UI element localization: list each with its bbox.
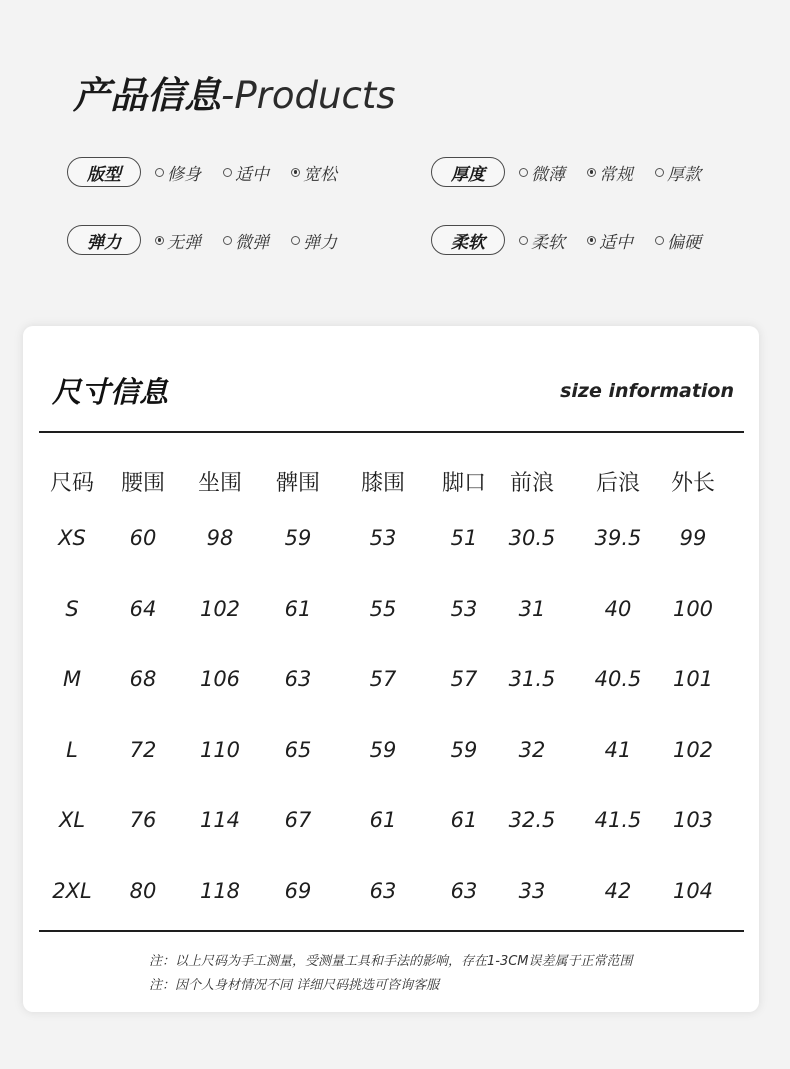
table-bottom-rule [39, 930, 744, 932]
radio-selected-icon [587, 168, 596, 177]
table-cell: 63 [284, 667, 312, 691]
table-cell: 31 [518, 597, 546, 621]
radio-empty-icon [155, 168, 164, 177]
table-cell: 61 [369, 808, 397, 832]
table-cell: 42 [604, 879, 632, 903]
table-cell: 61 [284, 597, 312, 621]
option-label: 适中 [599, 232, 633, 253]
attribute-option [587, 228, 633, 253]
title-chinese: 产品信息 [73, 74, 221, 117]
size-info-subtitle: size information [560, 380, 734, 402]
option-label: 厚款 [667, 164, 701, 185]
table-cell: 55 [369, 597, 397, 621]
table-cell: 63 [450, 879, 478, 903]
title-english: Products [234, 74, 396, 117]
attr-softness [431, 224, 723, 256]
radio-empty-icon [655, 168, 664, 177]
size-label: 2XL [52, 879, 92, 903]
attribute-option [519, 160, 565, 185]
attr-thickness [431, 156, 723, 188]
attr-fit [67, 156, 359, 188]
option-label: 微薄 [531, 164, 565, 185]
table-cell: 76 [129, 808, 157, 832]
size-label: M [62, 667, 82, 691]
attribute-label: 弹力 [67, 225, 141, 255]
table-cell: 60 [129, 526, 157, 550]
option-label: 常规 [599, 164, 633, 185]
option-label: 微弹 [235, 232, 269, 253]
option-label: 弹力 [303, 232, 337, 253]
table-cell: 63 [369, 879, 397, 903]
size-info-card [23, 326, 759, 1012]
radio-empty-icon [291, 236, 300, 245]
attribute-option [291, 228, 337, 253]
table-cell: 40.5 [594, 667, 642, 691]
attribute-option [291, 160, 337, 185]
size-label: L [66, 738, 78, 762]
title-separator: - [221, 74, 235, 117]
attribute-label: 柔软 [431, 225, 505, 255]
table-cell: 110 [199, 738, 241, 762]
option-label: 宽松 [303, 164, 337, 185]
table-cell: 69 [284, 879, 312, 903]
table-cell: 101 [672, 667, 714, 691]
table-cell: 102 [199, 597, 241, 621]
attribute-label: 厚度 [431, 157, 505, 187]
table-cell: 31.5 [508, 667, 556, 691]
table-cell: 102 [672, 738, 714, 762]
table-top-rule [39, 431, 744, 433]
column-header: 后浪 [595, 471, 640, 496]
attribute-option [223, 160, 269, 185]
table-cell: 32 [518, 738, 546, 762]
table-cell: 114 [199, 808, 241, 832]
column-header: 膝围 [360, 471, 405, 496]
table-cell: 39.5 [594, 526, 642, 550]
table-cell: 59 [369, 738, 397, 762]
table-cell: 104 [672, 879, 714, 903]
attribute-option [655, 160, 701, 185]
table-cell: 32.5 [508, 808, 556, 832]
column-header: 髀围 [275, 471, 320, 496]
column-header: 坐围 [197, 471, 242, 496]
size-label: S [65, 597, 79, 621]
table-cell: 72 [129, 738, 157, 762]
table-cell: 64 [129, 597, 157, 621]
column-header: 脚口 [441, 471, 486, 496]
table-cell: 100 [672, 597, 714, 621]
table-cell: 67 [284, 808, 312, 832]
table-cell: 59 [284, 526, 312, 550]
table-cell: 80 [129, 879, 157, 903]
note-line-1: 注：以上尺码为手工测量，受测量工具和手法的影响，存在1-3CM误差属于正常范围 [149, 954, 633, 969]
attribute-label: 版型 [67, 157, 141, 187]
radio-selected-icon [155, 236, 164, 245]
table-cell: 106 [199, 667, 241, 691]
note-line-2: 注：因个人身材情况不同 详细尺码挑选可咨询客服 [149, 978, 440, 993]
table-cell: 99 [679, 526, 707, 550]
option-label: 适中 [235, 164, 269, 185]
table-cell: 51 [450, 526, 478, 550]
table-cell: 33 [518, 879, 546, 903]
table-cell: 98 [206, 526, 234, 550]
table-cell: 40 [604, 597, 632, 621]
table-cell: 41 [604, 738, 632, 762]
table-cell: 57 [369, 667, 397, 691]
table-cell: 59 [450, 738, 478, 762]
radio-selected-icon [587, 236, 596, 245]
column-header: 尺码 [49, 471, 94, 496]
attribute-option [655, 228, 701, 253]
radio-empty-icon [223, 168, 232, 177]
table-cell: 41.5 [594, 808, 642, 832]
radio-selected-icon [291, 168, 300, 177]
option-label: 修身 [167, 164, 201, 185]
size-label: XS [58, 526, 86, 550]
table-cell: 53 [369, 526, 397, 550]
attr-stretch [67, 224, 359, 256]
attribute-option [223, 228, 269, 253]
size-label: XL [58, 808, 86, 832]
attribute-option [519, 228, 565, 253]
table-cell: 53 [450, 597, 478, 621]
column-header: 外长 [670, 471, 715, 496]
table-cell: 68 [129, 667, 157, 691]
size-info-title: 尺寸信息 [52, 375, 169, 409]
option-label: 柔软 [531, 232, 565, 253]
attribute-option [587, 160, 633, 185]
table-cell: 30.5 [508, 526, 556, 550]
attribute-option [155, 228, 201, 253]
column-header: 前浪 [509, 471, 554, 496]
table-cell: 65 [284, 738, 312, 762]
table-cell: 118 [199, 879, 241, 903]
radio-empty-icon [519, 236, 528, 245]
radio-empty-icon [223, 236, 232, 245]
page-title [73, 72, 396, 120]
table-cell: 103 [672, 808, 714, 832]
table-cell: 61 [450, 808, 478, 832]
radio-empty-icon [519, 168, 528, 177]
option-label: 无弹 [167, 232, 201, 253]
option-label: 偏硬 [667, 232, 701, 253]
radio-empty-icon [655, 236, 664, 245]
column-header: 腰围 [120, 471, 165, 496]
attribute-option [155, 160, 201, 185]
table-cell: 57 [450, 667, 478, 691]
